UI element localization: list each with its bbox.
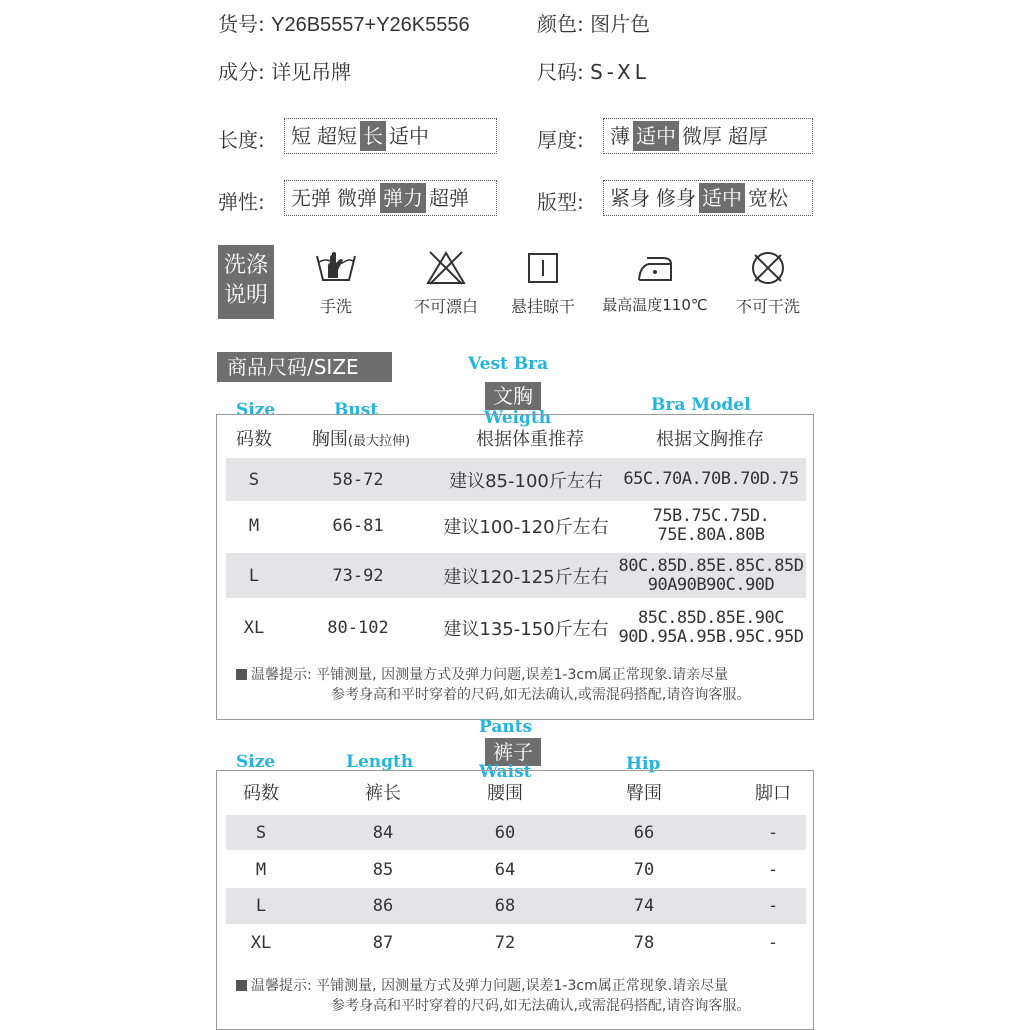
pants-en-waist: Waist bbox=[479, 762, 532, 782]
size-value: S-XL bbox=[590, 60, 650, 84]
bra-cell-bust: 66-81 bbox=[332, 516, 384, 536]
length-options bbox=[284, 118, 497, 154]
bra-row-xl bbox=[226, 604, 806, 652]
pants-header-waist: 腰围 bbox=[487, 783, 523, 804]
pants-label: Pants bbox=[479, 717, 533, 737]
bra-cell-model bbox=[618, 604, 804, 652]
care-hang-dry bbox=[483, 250, 603, 317]
pants-header-length: 裤长 bbox=[365, 783, 401, 804]
elasticity-option: 无弹 bbox=[291, 186, 331, 210]
pants-note-line2: 参考身高和平时穿着的尺码,如无法确认,或需混码搭配,请咨询客服。 bbox=[331, 998, 751, 1014]
hand-wash-icon bbox=[314, 250, 358, 286]
pants-en-length: Length bbox=[346, 752, 414, 772]
bra-cell-bust: 58-72 bbox=[332, 469, 384, 490]
bra-cell-weight: 建议100-120斤左右 bbox=[443, 517, 609, 538]
color-info bbox=[537, 8, 650, 37]
material-label: 成分: bbox=[218, 60, 265, 84]
pants-cell-hem: - bbox=[767, 860, 779, 880]
pants-cell-hem: - bbox=[767, 822, 779, 843]
fit-options bbox=[603, 180, 813, 216]
thickness-option: 适中 bbox=[633, 121, 679, 151]
pants-cell-hip: 78 bbox=[633, 933, 655, 953]
elasticity-option: 微弹 bbox=[337, 186, 377, 210]
pants-cell-hem: - bbox=[767, 896, 779, 916]
bra-note bbox=[236, 665, 750, 705]
color-value: 图片色 bbox=[590, 12, 651, 36]
pants-cell-size: S bbox=[255, 822, 267, 843]
care-hang-dry-label: 悬挂晾干 bbox=[510, 297, 575, 316]
material-info bbox=[218, 56, 351, 85]
bra-en-weight: Weigth bbox=[484, 408, 552, 428]
bra-cell-model-line1: 80C.85D.85E.85C.85D bbox=[618, 555, 804, 576]
hang-dry-icon bbox=[521, 250, 565, 286]
item-number-label: 货号: bbox=[218, 12, 265, 36]
bra-header-bust-label: 胸围 bbox=[311, 429, 348, 450]
iron-icon bbox=[633, 250, 677, 286]
fit-option: 适中 bbox=[699, 183, 745, 213]
pants-cell-length: 84 bbox=[372, 822, 394, 843]
pants-cell-size: L bbox=[255, 896, 267, 916]
pants-cell-size: XL bbox=[250, 933, 272, 953]
bra-cell-weight: 建议120-125斤左右 bbox=[443, 566, 609, 588]
thickness-option: 超厚 bbox=[728, 124, 768, 148]
pants-note-line1: 温馨提示: 平铺测量, 因测量方式及弹力问题,误差1-3cm属正常现象.请亲尽量 bbox=[251, 978, 729, 994]
fit-option: 紧身 bbox=[610, 186, 650, 210]
pants-cell-waist: 64 bbox=[494, 860, 516, 880]
note-bullet-icon bbox=[236, 980, 247, 991]
pants-note bbox=[236, 976, 750, 1016]
bra-cell-model-line2: 75E.80A.80B bbox=[657, 525, 765, 545]
color-label: 颜色: bbox=[537, 12, 584, 36]
bra-cell-bust: 80-102 bbox=[327, 618, 389, 638]
bra-header-bust bbox=[296, 428, 426, 454]
bra-cell-size: L bbox=[248, 565, 260, 586]
pants-cell-length: 85 bbox=[372, 860, 394, 880]
thickness-label: 厚度: bbox=[537, 128, 584, 152]
pants-cell-waist: 68 bbox=[494, 896, 516, 916]
length-option: 短 bbox=[291, 124, 311, 148]
pants-header-hip: 臀围 bbox=[626, 783, 662, 804]
care-iron-label: 最高温度110℃ bbox=[602, 296, 708, 314]
size-section-title: 商品尺码/SIZE bbox=[217, 352, 392, 382]
bra-cell-size: S bbox=[248, 469, 260, 490]
bra-cell-model-line1: 85C.85D.85E.90C bbox=[637, 608, 785, 628]
pants-cell-hem: - bbox=[767, 933, 779, 953]
bra-cell-model-line2: 90D.95A.95B.95C.95D bbox=[618, 627, 804, 647]
bra-cell-size: XL bbox=[243, 618, 265, 638]
bra-cell-size: M bbox=[248, 516, 260, 536]
pants-row-l bbox=[226, 888, 806, 924]
pants-row-m bbox=[226, 852, 806, 888]
length-option: 长 bbox=[360, 121, 386, 151]
bra-cell-model-line1: 65C.70A.70B.70D.75 bbox=[623, 469, 799, 489]
washing-title-line1: 洗涤 bbox=[223, 253, 268, 278]
bra-cell-model bbox=[618, 553, 804, 598]
pants-cell-length: 87 bbox=[372, 933, 394, 953]
bra-cell-model-line1: 75B.75C.75D. bbox=[652, 506, 770, 526]
pants-cell-hip: 66 bbox=[633, 822, 655, 843]
no-bleach-icon bbox=[424, 250, 468, 286]
elasticity-option: 超弹 bbox=[429, 186, 469, 210]
note-bullet-icon bbox=[236, 669, 247, 680]
bra-cell-model bbox=[621, 503, 801, 549]
length-option: 超短 bbox=[317, 124, 357, 148]
care-iron bbox=[590, 250, 720, 315]
pants-cell-size: M bbox=[255, 860, 267, 880]
bra-header-size: 码数 bbox=[236, 429, 272, 450]
thickness-options bbox=[603, 118, 813, 154]
pants-cell-hip: 70 bbox=[633, 860, 655, 880]
bra-cell-weight: 建议85-100斤左右 bbox=[449, 470, 603, 492]
bra-row-m bbox=[226, 503, 806, 549]
bra-en-model: Bra Model bbox=[651, 395, 751, 415]
care-hand-wash bbox=[276, 250, 396, 317]
bra-cell-model-line2: 90A90B90C.90D bbox=[647, 574, 775, 595]
item-number bbox=[218, 8, 470, 37]
vest-bra-label: Vest Bra bbox=[468, 354, 549, 374]
care-no-dry-clean bbox=[708, 250, 828, 317]
bra-tag: 文胸 bbox=[485, 382, 541, 410]
pants-cell-waist: 72 bbox=[494, 933, 516, 953]
size-info bbox=[537, 56, 650, 85]
bra-header-weight: 根据体重推荐 bbox=[476, 429, 584, 450]
washing-title bbox=[218, 245, 274, 319]
no-dry-clean-icon bbox=[746, 250, 790, 286]
thickness-option: 微厚 bbox=[682, 124, 722, 148]
bra-row-s bbox=[226, 458, 806, 501]
care-no-dry-clean-label: 不可干洗 bbox=[735, 297, 800, 316]
length-option: 适中 bbox=[389, 124, 429, 148]
bra-header-bust-note: (最大拉伸) bbox=[347, 434, 411, 449]
bra-en-bust: Bust bbox=[334, 400, 379, 420]
pants-cell-waist: 60 bbox=[494, 822, 516, 843]
bra-cell-model bbox=[621, 458, 801, 501]
material-value: 详见吊牌 bbox=[271, 60, 352, 84]
length-label: 长度: bbox=[218, 128, 265, 152]
fit-option: 宽松 bbox=[748, 186, 788, 210]
pants-row-xl bbox=[226, 925, 806, 961]
bra-cell-bust: 73-92 bbox=[332, 565, 384, 586]
pants-cell-hip: 74 bbox=[633, 896, 655, 916]
bra-note-line1: 温馨提示: 平铺测量, 因测量方式及弹力问题,误差1-3cm属正常现象.请亲尽量 bbox=[251, 667, 729, 683]
bra-header-model: 根据文胸推存 bbox=[656, 429, 764, 450]
fit-option: 修身 bbox=[656, 186, 696, 210]
pants-row-s bbox=[226, 815, 806, 850]
care-hand-wash-label: 手洗 bbox=[319, 297, 352, 316]
elasticity-options bbox=[284, 180, 497, 216]
bra-cell-weight: 建议135-150斤左右 bbox=[443, 619, 609, 640]
care-no-bleach-label: 不可漂白 bbox=[413, 297, 478, 316]
pants-cell-length: 86 bbox=[372, 896, 394, 916]
elasticity-option: 弹力 bbox=[380, 183, 426, 213]
bra-en-size: Size bbox=[236, 400, 276, 420]
size-label: 尺码: bbox=[537, 60, 584, 84]
washing-title-line2: 说明 bbox=[223, 283, 268, 308]
bra-row-l bbox=[226, 553, 806, 598]
pants-en-hip: Hip bbox=[626, 754, 661, 774]
thickness-option: 薄 bbox=[610, 124, 630, 148]
elasticity-label: 弹性: bbox=[218, 190, 265, 214]
pants-en-size: Size bbox=[236, 752, 276, 772]
item-number-value: Y26B5557+Y26K5556 bbox=[271, 14, 470, 36]
pants-header-hem: 脚口 bbox=[755, 783, 791, 804]
bra-note-line2: 参考身高和平时穿着的尺码,如无法确认,或需混码搭配,请咨询客服。 bbox=[331, 687, 751, 703]
fit-label: 版型: bbox=[537, 190, 584, 214]
pants-tag: 裤子 bbox=[485, 738, 541, 766]
pants-header-size: 码数 bbox=[243, 783, 279, 804]
